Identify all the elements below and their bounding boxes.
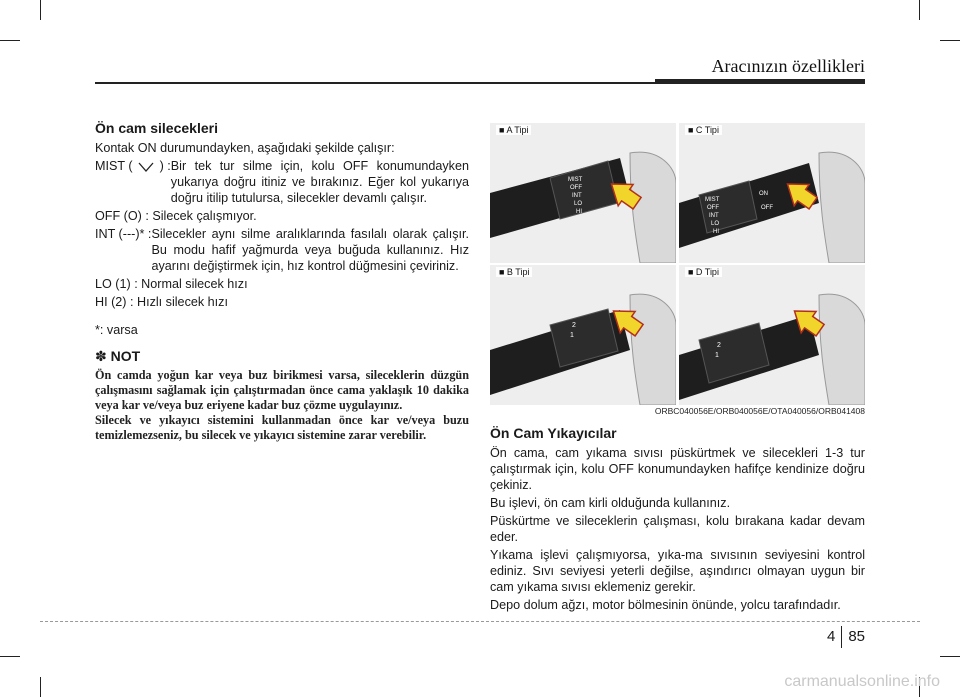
- lever-label: INT: [572, 193, 582, 199]
- panel-tag: ■ A Tipi: [496, 125, 531, 135]
- lever-label: 1: [715, 352, 719, 359]
- lever-label: HI: [576, 209, 582, 215]
- lever-label: 2: [572, 322, 576, 329]
- crop-mark: [0, 656, 20, 657]
- left-column: [95, 120, 469, 443]
- lever-label: INT: [709, 213, 719, 219]
- note-paragraph: Ön camda yoğun kar veya buz birikmesi varsa, sileceklerin düzgün çalışmasını sağlamak için çalıştırmadan önce cama yaklaşık 10 dakika veya kar ve/veya buz eriyene kadar buz çözme uygulayınız.: [95, 368, 469, 412]
- note-body: [95, 368, 469, 443]
- page-number: [827, 626, 865, 648]
- watermark: carmanualsonline.info: [784, 673, 940, 690]
- right-column: [490, 425, 865, 615]
- lever-illustration: [490, 265, 676, 405]
- lever-label: 2: [717, 342, 721, 349]
- washer-heading: Ön Cam Yıkayıcılar: [490, 425, 617, 441]
- lever-label: ON: [759, 191, 768, 197]
- chapter-number: 4: [826, 627, 836, 645]
- panel-b-tipi: [490, 265, 676, 405]
- int-text: Silecekler aynı silme aralıklarında fasılalı olarak çalışır. Bu modu hafif yağmurda veya buğuda kullanınız. Hız ayarını değiştirmek için, hız kontrol düğmesini çeviriniz.: [151, 227, 469, 273]
- off-item: OFF (O) : Silecek çalışmıyor.: [95, 209, 257, 223]
- washer-paragraph: Yıkama işlevi çalışmıyorsa, yıka-ma sıvısının seviyesini kontrol ediniz. Sıvı seviyesi yeterli değilse, aşındırıcı olmayan uygun bir cam yıkama sıvısı eklemeniz gerekir.: [490, 548, 865, 594]
- lever-illustration: [679, 123, 865, 263]
- crop-mark: [40, 0, 41, 20]
- wiper-lever-figure: [490, 123, 865, 405]
- crop-mark: [919, 0, 920, 20]
- footer-rule: [40, 621, 920, 622]
- washer-paragraph: Ön cama, cam yıkama sıvısı püskürtmek ve silecekleri 1-3 tur çalıştırmak için, kolu OFF konumundayken hafifçe kendinize doğru çekiniz.: [490, 446, 865, 492]
- header-rule: [95, 82, 865, 84]
- int-label: INT (---)* :: [95, 227, 152, 241]
- crop-mark: [940, 40, 960, 41]
- figure-caption: ORBC040056E/ORB040056E/OTA040056/ORB041408: [654, 406, 865, 416]
- mist-v-icon: [136, 162, 156, 172]
- lever-label: LO: [711, 221, 720, 227]
- mist-label-post: ) :: [159, 159, 171, 173]
- lever-label: MIST: [705, 197, 720, 203]
- hi-item: HI (2) : Hızlı silecek hızı: [95, 295, 228, 309]
- footnote: *: varsa: [95, 323, 138, 337]
- section-title: Aracınızın özellikleri: [711, 56, 865, 76]
- mist-item: [95, 158, 469, 206]
- note-heading: ✽ NOT: [95, 348, 141, 364]
- lever-illustration: [490, 123, 676, 263]
- panel-a-tipi: [490, 123, 676, 263]
- lever-label: MIST: [568, 177, 583, 183]
- wiper-intro: Kontak ON durumundayken, aşağıdaki şekilde çalışır:: [95, 141, 395, 155]
- lever-label: OFF: [570, 185, 582, 191]
- panel-tag: ■ C Tipi: [685, 125, 722, 135]
- lever-label: OFF: [707, 205, 719, 211]
- lo-item: LO (1) : Normal silecek hızı: [95, 277, 248, 291]
- washer-paragraph: Püskürtme ve sileceklerin çalışması, kolu bırakana kadar devam eder.: [490, 514, 865, 544]
- mist-text: Bir tek tur silme için, kolu OFF konumundayken yukarıya doğru itiniz ve bırakınız. Eğer kol yukarıya doğru itilip tutulursa, silecekler devamlı çalışır.: [170, 159, 469, 205]
- panel-c-tipi: [679, 123, 865, 263]
- panel-tag: ■ B Tipi: [496, 267, 532, 277]
- wiper-heading: Ön cam silecekleri: [95, 120, 218, 136]
- lever-label: LO: [574, 201, 583, 207]
- lever-label: OFF: [761, 205, 773, 211]
- panel-tag: ■ D Tipi: [685, 267, 722, 277]
- page-value: 85: [848, 627, 865, 645]
- crop-mark: [0, 40, 20, 41]
- note-paragraph: Silecek ve yıkayıcı sistemini kullanmadan önce kar ve/veya buzu temizlemezseniz, bu silecek ve yıkayıcı sistemine zarar verebilir.: [95, 413, 469, 442]
- washer-paragraph: Depo dolum ağzı, motor bölmesinin önünde, yolcu tarafındadır.: [490, 598, 841, 612]
- int-item: [95, 226, 469, 274]
- mist-label-pre: MIST (: [95, 159, 133, 173]
- panel-d-tipi: [679, 265, 865, 405]
- crop-mark: [940, 656, 960, 657]
- lever-label: 1: [570, 332, 574, 339]
- crop-mark: [40, 677, 41, 697]
- lever-illustration: [679, 265, 865, 405]
- lever-label: HI: [713, 229, 719, 235]
- page-separator: [841, 626, 842, 648]
- washer-paragraph: Bu işlevi, ön cam kirli olduğunda kullanınız.: [490, 496, 731, 510]
